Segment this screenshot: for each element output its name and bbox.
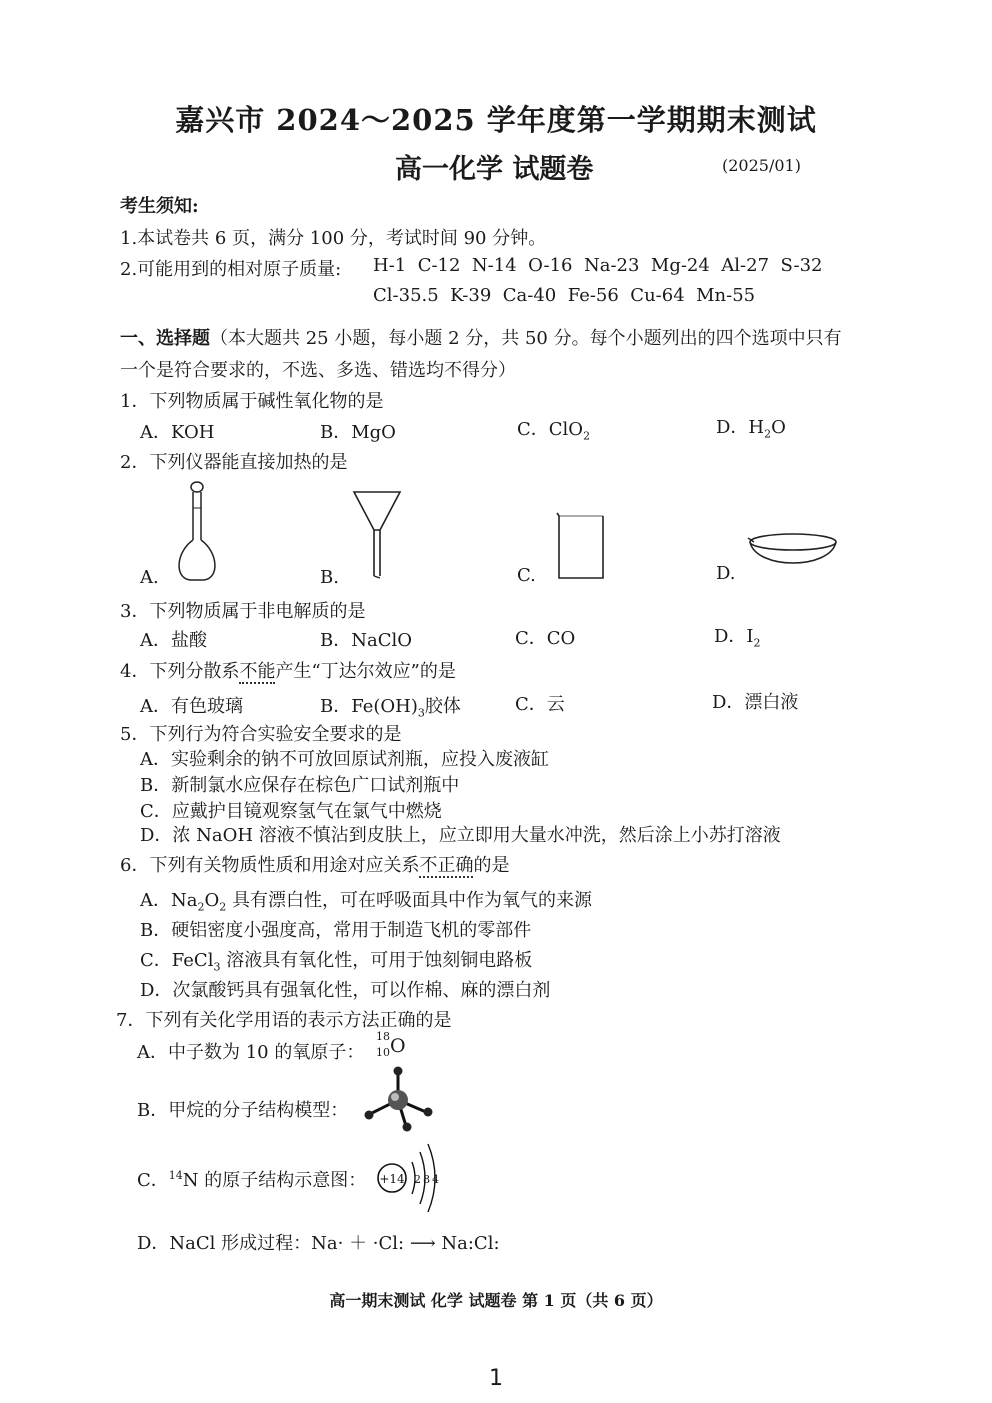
q3-option-b: B．NaClO	[320, 630, 412, 651]
mass-item: Ca-40	[502, 285, 557, 306]
q5-option-c: C．应戴护目镜观察氢气在氯气中燃烧	[140, 801, 442, 822]
q5-option-d: D．浓 NaOH 溶液不慎沾到皮肤上，应立即用大量水冲洗，然后涂上小苏打溶液	[140, 825, 781, 846]
svg-text:2: 2	[414, 1173, 421, 1186]
q4-emphasis: 不能	[239, 661, 276, 682]
mass-item: K-39	[450, 285, 492, 306]
mass-item: C-12	[417, 255, 461, 276]
svg-text:+14: +14	[379, 1172, 405, 1186]
mass-item: S-32	[780, 255, 823, 276]
q5-stem: 5．下列行为符合实验安全要求的是	[120, 724, 402, 745]
page-number: 1	[489, 1366, 503, 1391]
svg-text:8: 8	[423, 1173, 430, 1186]
q5-option-a: A．实验剩余的钠不可放回原试剂瓶，应投入废液缸	[140, 749, 549, 770]
mass-item: Mg-24	[650, 255, 710, 276]
q6-option-d: D．次氯酸钙具有强氧化性，可以作棉、麻的漂白剂	[140, 980, 551, 1001]
q1-stem: 1．下列物质属于碱性氧化物的是	[120, 391, 384, 412]
q2-stem: 2．下列仪器能直接加热的是	[120, 452, 348, 473]
q4-option-a: A．有色玻璃	[140, 696, 243, 717]
q4-stem: 4．下列分散系不能产生“丁达尔效应”的是	[120, 661, 456, 682]
q3-option-d: D．$I_2$	[714, 626, 761, 650]
q1-option-c: C．ClO$_2$	[517, 419, 591, 443]
beaker-icon	[553, 510, 609, 582]
section-1-intro	[120, 324, 842, 350]
funnel-icon	[352, 490, 402, 582]
q7-option-d: D．NaCl 形成过程：Na· ＋ ·Cl: ⟶ Na:Cl:	[137, 1233, 500, 1254]
q1-option-b: B．MgO	[320, 422, 396, 443]
q2-option-d: D.	[716, 563, 736, 584]
q3-option-a: A．盐酸	[140, 630, 207, 651]
q6-emphasis: 不正确	[419, 855, 474, 876]
masses-row-2	[373, 285, 755, 306]
svg-text:4: 4	[432, 1173, 439, 1186]
exam-date: (2025/01)	[722, 156, 801, 175]
q6-option-b: B．硬铝密度小强度高，常用于制造飞机的零部件	[140, 920, 532, 941]
q7-option-b: B．甲烷的分子结构模型：	[137, 1100, 349, 1121]
mass-item: Cu-64	[630, 285, 685, 306]
q6-option-a: A．$Na_2O_2$ 具有漂白性，可在呼吸面具中作为氧气的来源	[140, 890, 592, 914]
exam-title: 嘉兴市 2024～2025 学年度第一学期期末测试	[175, 103, 817, 137]
section-1-desc: （本大题共 25 小题，每小题 2 分，共 50 分。每个小题列出的四个选项中只有	[210, 328, 842, 349]
q4-option-c: C．云	[515, 694, 565, 715]
q3-option-c: C．CO	[515, 628, 576, 649]
notice-line-2-label: 2.可能用到的相对原子质量:	[120, 259, 342, 280]
q3-stem: 3．下列物质属于非电解质的是	[120, 601, 366, 622]
q6-stem: 6．下列有关物质性质和用途对应关系不正确的是	[120, 855, 510, 876]
q4-option-b: B．$Fe(OH)_3$胶体	[320, 696, 461, 720]
mass-item: Fe-56	[567, 285, 619, 306]
mass-item: H-1	[373, 255, 407, 276]
mass-item: Mn-55	[696, 285, 756, 306]
exam-subtitle: 高一化学 试题卷	[395, 154, 594, 185]
methane-ball-stick-model-icon	[362, 1064, 436, 1134]
q6-option-c: C．FeCl$_3$ 溶液具有氧化性，可用于蚀刻铜电路板	[140, 950, 533, 974]
page-footer: 高一期末测试 化学 试题卷 第 1 页（共 6 页）	[329, 1291, 663, 1310]
mass-item: Na-23	[583, 255, 640, 276]
q1-option-a: A．KOH	[140, 422, 215, 443]
mass-item: Cl-35.5	[373, 285, 439, 306]
nitrogen-atom-structure-diagram	[374, 1138, 444, 1208]
notice-line-1: 1.本试卷共 6 页，满分 100 分，考试时间 90 分钟。	[120, 228, 547, 249]
mass-item: O-16	[528, 255, 573, 276]
q7-option-c: C．$^{14}$N 的原子结构示意图：	[137, 1169, 367, 1191]
q2-option-a: A.	[140, 567, 159, 588]
masses-row-1	[373, 255, 822, 276]
oxygen-isotope-notation: 18 10 O	[376, 1030, 406, 1059]
mass-item: N-14	[471, 255, 517, 276]
q7-stem: 7．下列有关化学用语的表示方法正确的是	[116, 1010, 452, 1031]
q4-option-d: D．漂白液	[712, 692, 799, 713]
q7-option-a: A．中子数为 10 的氧原子：	[137, 1042, 365, 1063]
volumetric-flask-icon	[172, 478, 222, 586]
section-1-desc-2: 一个是符合要求的，不选、多选、错选均不得分）	[120, 360, 516, 381]
evaporating-dish-icon	[748, 530, 840, 580]
q2-option-c: C.	[517, 565, 536, 586]
mass-item: Al-27	[721, 255, 770, 276]
q5-option-b: B．新制氯水应保存在棕色广口试剂瓶中	[140, 775, 460, 796]
q1-option-d: D．$H_2O$	[716, 417, 786, 441]
q2-option-b: B.	[320, 567, 339, 588]
section-1-heading: 一、选择题	[120, 328, 210, 349]
notice-heading: 考生须知:	[120, 196, 199, 217]
